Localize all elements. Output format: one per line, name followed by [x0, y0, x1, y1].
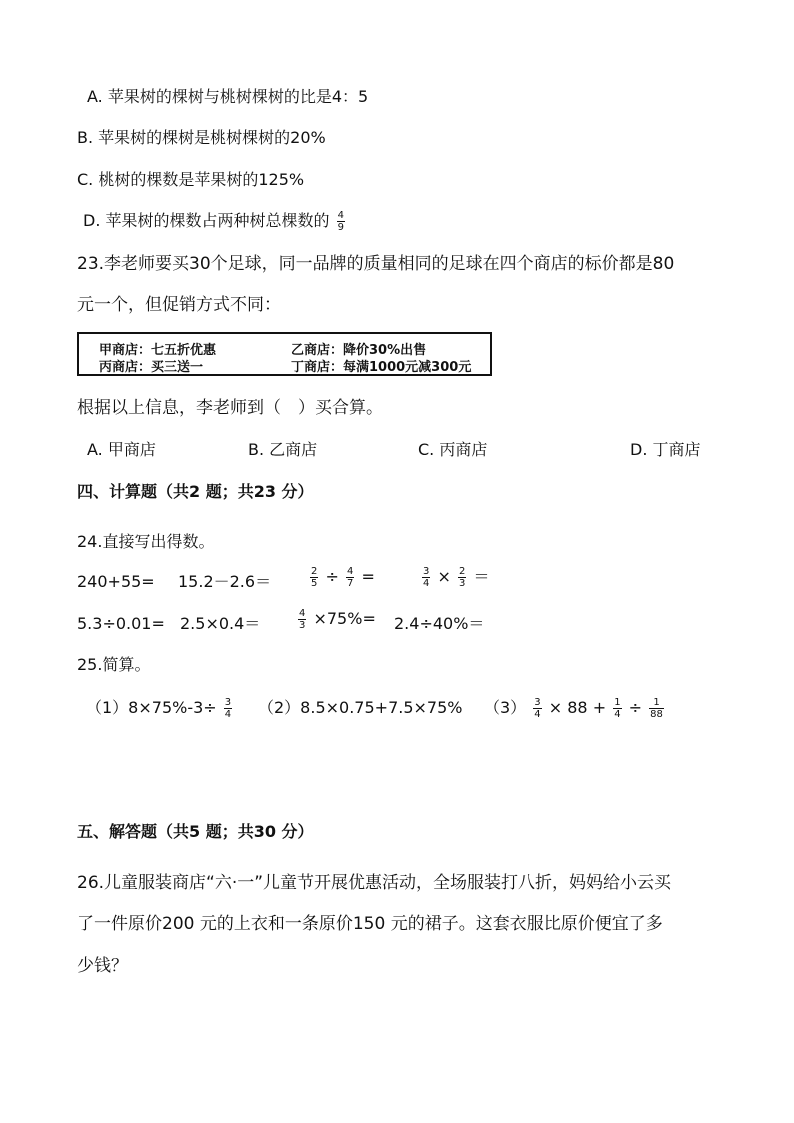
q24-r1c3: $\frac{2}{5}$ ÷ $\frac{4}{7}$ = — [311, 566, 375, 589]
q24-r1c1: 240+55= — [77, 572, 155, 591]
fraction: $\frac{3}{4}$ — [534, 697, 541, 720]
q23-question: 根据以上信息，李老师到（ ）买合算。 — [77, 398, 383, 418]
shop-yi: 乙商店：降价30%出售 — [291, 343, 427, 358]
q24-r2c2: 2.5×0.4＝ — [180, 614, 261, 633]
shop-bing: 丙商店：买三送一 — [99, 360, 204, 375]
q24-r2c4: 2.4÷40%＝ — [394, 614, 485, 633]
q23-option-c: C. 丙商店 — [418, 440, 488, 459]
q25-part3: （3） $\frac{3}{4}$ × 88 + $\frac{1}{4}$ ÷ $\frac{1}{88}$ — [484, 697, 663, 720]
q23-option-a: A. 甲商店 — [87, 440, 156, 459]
q22-option-c: C. 桃树的棵数是苹果树的125% — [77, 170, 305, 189]
q24-r2c1: 5.3÷0.01= — [77, 614, 165, 633]
q23-line1: 23.李老师要买30个足球，同一品牌的质量相同的足球在四个商店的标价都是80 — [77, 254, 675, 274]
q25-title: 25.简算。 — [77, 655, 151, 674]
q22-option-d — [83, 210, 347, 233]
section5-title: 五、解答题（共5 题；共30 分） — [77, 822, 314, 841]
q22-option-a: A. 苹果树的棵树与桃树棵树的比是4：5 — [87, 87, 369, 106]
fraction: $\frac{2}{3}$ — [458, 566, 466, 589]
q24-r2c3: $\frac{4}{3}$ ×75%= — [299, 608, 376, 631]
q24-r1c2: 15.2－2.6＝ — [178, 572, 272, 591]
q25-part1: （1）8×75%-3÷ $\frac{3}{4}$ — [86, 697, 232, 720]
fraction: $\frac{2}{5}$ — [311, 566, 318, 589]
q22-option-b: B. 苹果树的棵树是桃树棵树的20% — [77, 128, 326, 147]
q26-line1: 26.儿童服装商店“六·一”儿童节开展优惠活动，全场服装打八折，妈妈给小云买 — [77, 873, 672, 893]
q24-r1c4: $\frac{3}{4}$ × $\frac{2}{3}$ ＝ — [423, 566, 490, 589]
promotion-table — [77, 332, 492, 376]
fraction: $\frac{4}{3}$ — [299, 608, 306, 631]
q24-title: 24.直接写出得数。 — [77, 532, 215, 551]
q26-line2: 了一件原价200 元的上衣和一条原价150 元的裙子。这套衣服比原价便宜了多 — [77, 914, 663, 934]
fraction: $\frac{3}{4}$ — [423, 566, 430, 589]
shop-ding: 丁商店：每满1000元减300元 — [291, 360, 472, 375]
q23-line2: 元一个，但促销方式不同： — [77, 295, 281, 315]
shop-jia: 甲商店：七五折优惠 — [99, 343, 217, 358]
fraction: $\frac{1}{88}$ — [650, 697, 663, 720]
fraction: $\frac{4}{9}$ — [337, 210, 344, 233]
fraction: $\frac{4}{7}$ — [346, 566, 354, 589]
fraction: $\frac{3}{4}$ — [224, 697, 232, 720]
q23-option-b: B. 乙商店 — [248, 440, 318, 459]
q22-option-d-text: D. 苹果树的棵数占两种树总棵数的 — [83, 211, 330, 230]
section4-title: 四、计算题（共2 题；共23 分） — [77, 482, 314, 501]
q23-option-d: D. 丁商店 — [630, 440, 701, 459]
fraction: $\frac{1}{4}$ — [614, 697, 621, 720]
q25-part2: （2）8.5×0.75+7.5×75% — [258, 698, 463, 717]
q26-line3: 少钱？ — [77, 956, 128, 976]
